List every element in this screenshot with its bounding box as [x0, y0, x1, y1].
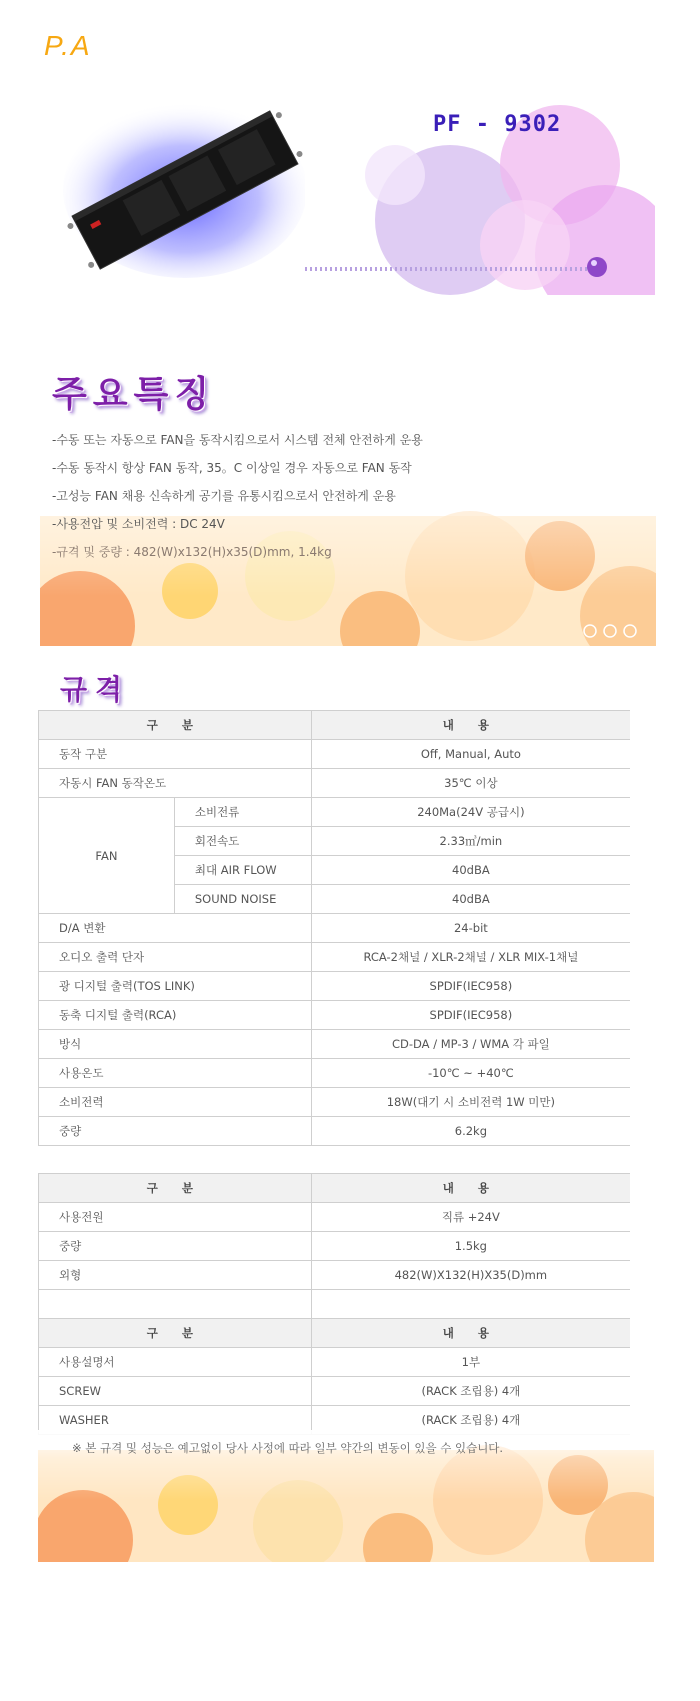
features-list	[52, 426, 423, 566]
row-label: 소비전력	[39, 1088, 312, 1117]
row-value: RCA-2채널 / XLR-2채널 / XLR MIX-1채널	[311, 943, 630, 972]
row-value: 1부	[311, 1348, 630, 1377]
category-title: P.A	[44, 30, 92, 61]
table-header: 구 분	[39, 1174, 312, 1203]
row-label: 동축 디지털 출력(RCA)	[39, 1001, 312, 1030]
row-label: SOUND NOISE	[174, 885, 311, 914]
row-label	[39, 1290, 312, 1319]
table-row	[39, 914, 631, 943]
table-row	[39, 1261, 631, 1290]
row-label: 중량	[39, 1117, 312, 1146]
model-name: PF - 9302	[433, 112, 562, 137]
spec-table-accessories	[38, 1318, 630, 1435]
row-label: 외형	[39, 1261, 312, 1290]
table-header: 내 용	[311, 711, 630, 740]
row-value: (RACK 조립용) 4개	[311, 1406, 630, 1435]
table-row	[39, 1377, 631, 1406]
table-row	[39, 1232, 631, 1261]
table-row	[39, 1203, 631, 1232]
row-value: Off, Manual, Auto	[311, 740, 630, 769]
row-label: 사용설명서	[39, 1348, 312, 1377]
table-header: 구 분	[39, 1319, 312, 1348]
row-label: D/A 변환	[39, 914, 312, 943]
table-row	[39, 1348, 631, 1377]
list-item: -고성능 FAN 채용 신속하게 공기를 유통시킴으로서 안전하게 운용	[52, 489, 396, 503]
features-heading: 주요특징	[52, 373, 216, 415]
list-item: -수동 동작시 항상 FAN 동작, 35。C 이상일 경우 자동으로 FAN 동작	[52, 461, 412, 475]
list-item: -규격 및 중량 : 482(W)x132(H)x35(D)mm, 1.4kg	[52, 545, 332, 559]
table-row	[39, 1030, 631, 1059]
table-header-row	[39, 1319, 631, 1348]
fan-group-label: FAN	[39, 798, 175, 914]
rack-device-icon	[60, 92, 310, 282]
table-header-row	[39, 1174, 631, 1203]
table-row	[39, 1117, 631, 1146]
table-row	[39, 972, 631, 1001]
table-row	[39, 798, 631, 827]
row-label: 최대 AIR FLOW	[174, 856, 311, 885]
table-row	[39, 1001, 631, 1030]
table-header-row	[39, 711, 631, 740]
table-row	[39, 1290, 631, 1319]
disclaimer-note: ※ 본 규격 및 성능은 예고없이 당사 사정에 따라 일부 약간의 변동이 있을 수 있습니다.	[72, 1441, 504, 1455]
row-value: SPDIF(IEC958)	[311, 972, 630, 1001]
spec-table-main	[38, 710, 630, 1146]
spec-table-power	[38, 1173, 630, 1319]
row-label: WASHER	[39, 1406, 312, 1435]
row-value: 24-bit	[311, 914, 630, 943]
table-row	[39, 1088, 631, 1117]
row-label: 사용온도	[39, 1059, 312, 1088]
table-header: 구 분	[39, 711, 312, 740]
spec-heading: 규격	[60, 673, 131, 706]
row-value: 1.5kg	[311, 1232, 630, 1261]
row-label: 사용전원	[39, 1203, 312, 1232]
row-value: -10℃ ~ +40℃	[311, 1059, 630, 1088]
row-label: 소비전류	[174, 798, 311, 827]
list-item: -수동 또는 자동으로 FAN을 동작시킴으로서 시스템 전체 안전하게 운용	[52, 433, 423, 447]
row-label: SCREW	[39, 1377, 312, 1406]
table-row	[39, 740, 631, 769]
table-header: 내 용	[311, 1174, 630, 1203]
row-value: 18W(대기 시 소비전력 1W 미만)	[311, 1088, 630, 1117]
row-label: 방식	[39, 1030, 312, 1059]
row-label: 광 디지털 출력(TOS LINK)	[39, 972, 312, 1001]
row-value: 2.33㎥/min	[311, 827, 630, 856]
row-label: 중량	[39, 1232, 312, 1261]
row-value: 35℃ 이상	[311, 769, 630, 798]
row-value: 직류 +24V	[311, 1203, 630, 1232]
row-value: 40dBA	[311, 885, 630, 914]
table-row	[39, 769, 631, 798]
row-label: 회전속도	[174, 827, 311, 856]
row-value: CD-DA / MP-3 / WMA 각 파일	[311, 1030, 630, 1059]
row-label: 자동시 FAN 동작온도	[39, 769, 312, 798]
table-row	[39, 943, 631, 972]
row-value	[311, 1290, 630, 1319]
table-row	[39, 1059, 631, 1088]
row-value: (RACK 조립용) 4개	[311, 1377, 630, 1406]
row-value: SPDIF(IEC958)	[311, 1001, 630, 1030]
row-value: 6.2kg	[311, 1117, 630, 1146]
table-header: 내 용	[311, 1319, 630, 1348]
row-value: 40dBA	[311, 856, 630, 885]
row-value: 240Ma(24V 공급시)	[311, 798, 630, 827]
row-label: 오디오 출력 단자	[39, 943, 312, 972]
row-label: 동작 구분	[39, 740, 312, 769]
list-item: -사용전압 및 소비전력 : DC 24V	[52, 517, 225, 531]
row-value: 482(W)X132(H)X35(D)mm	[311, 1261, 630, 1290]
